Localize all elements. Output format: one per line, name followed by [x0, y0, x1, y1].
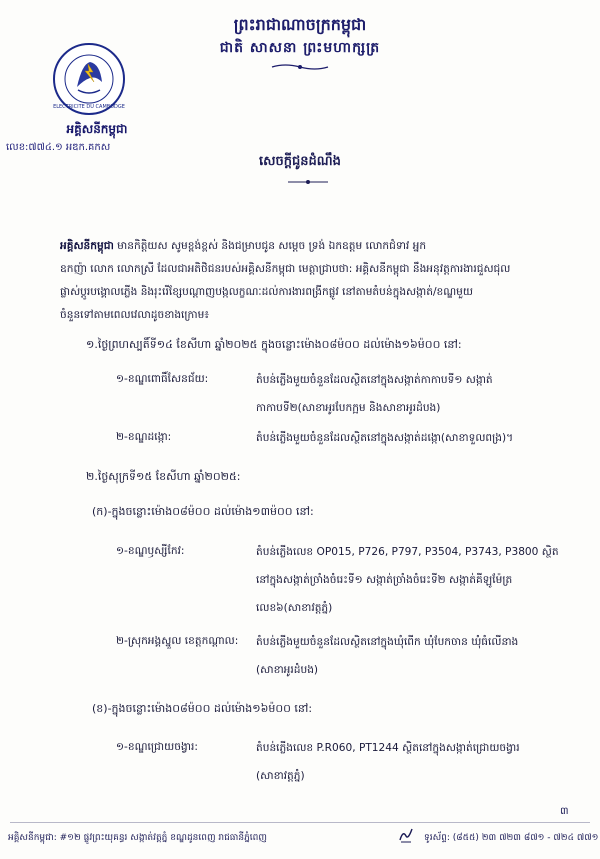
intro-line-1: [60, 235, 580, 257]
reference-number: លេខ:៧៧៤.១ អឌក.គកស: [6, 142, 111, 153]
section2-a-item2-line2: (សាខាអូរដំបង): [256, 664, 319, 676]
section1-date: ១.ថ្ងៃព្រហស្បតិ៍ទី១៤ ខែសីហា ឆ្នាំ២០២៥ ក្នុងចន្លោះម៉ោង០៨ម៉០០ ដល់ម៉ោង១៦ម៉០០ នៅ:: [86, 338, 462, 351]
section2-a-item1-line3: លេខ៦(សាខាវត្តភ្នំ): [256, 602, 333, 614]
org-name: អគ្គិសនីកម្ពុជា: [66, 122, 128, 136]
edc-logo: [52, 42, 126, 116]
page-mark: ៣: [560, 806, 569, 817]
signature-icon: [398, 826, 414, 844]
svg-text:ELECTRICITE DU CAMBODGE: ELECTRICITE DU CAMBODGE: [53, 104, 125, 110]
section2-b-item1-label: ១-ខណ្ឌជ្រោយចង្វារ:: [116, 741, 198, 753]
section1-item2-line1: តំបន់ភ្លើងមួយចំនួនដែលស្ថិតនៅក្នុងសង្កាត់ដង្កោ(សាខាទួលពង្រ)។: [256, 432, 514, 444]
footer-address: អគ្គិសនីកម្ពុជា: #១២ ផ្លូវព្រះយុគន្ធរ សង្កាត់វត្តភ្នំ ខណ្ឌដូនពេញ រាជធានីភ្នំពេញ: [8, 833, 267, 843]
section2-a-item1-line1: តំបន់ភ្លើងលេខ OP015, P726, P797, P3504, P3743, P3800 ស្ថិត: [256, 546, 559, 558]
footer-divider: [10, 822, 590, 823]
section2-sub-a: (ក)-ក្នុងចន្លោះម៉ោង០៨ម៉០០ ដល់ម៉ោង១៣ម៉០០ នៅ:: [92, 505, 314, 518]
section1-item2-label: ២-ខណ្ឌដង្កោ:: [116, 431, 172, 443]
section1-item1-line2: កាកាបទី២(សាខាអូរបែកក្អម និងសាខាអូរដំបង): [256, 402, 441, 414]
document-title: សេចក្តីជូនដំណឹង: [259, 154, 341, 169]
section2-b-item1-line1: តំបន់ភ្លើងលេខ P.R060, PT1244 ស្ថិតនៅក្នុងសង្កាត់ជ្រោយចង្វារ: [256, 742, 520, 754]
section2-a-item1-label: ១-ខណ្ឌឫស្សីកែវ:: [116, 545, 185, 557]
section2-b-item1-line2: (សាខាវត្តភ្នំ): [256, 770, 305, 782]
section2-sub-b: (ខ)-ក្នុងចន្លោះម៉ោង០៨ម៉០០ ដល់ម៉ោង១៦ម៉០០ នៅ:: [92, 702, 313, 715]
section2-a-item1-line2: នៅក្នុងសង្កាត់ច្រាំងចំរេះទី១ សង្កាត់ច្រាំងចំរេះទី២ សង្កាត់គីឡូម៉ែត្រ: [256, 574, 513, 586]
section2-a-item2-line1: តំបន់ភ្លើងមួយចំនួនដែលស្ថិតនៅក្នុងឃុំពើក ឃុំបែកចាន ឃុំធំលើនាង: [256, 636, 519, 648]
section2-a-item2-label: ២-ស្រុកអង្គស្នួល ខេត្តកណ្តាល:: [116, 635, 239, 647]
header-kingdom: ព្រះរាជាណាចក្រកម្ពុជា: [233, 15, 367, 34]
intro-line-3: ផ្លាស់ប្តូរបង្គោលភ្លើង និងរុះរើខ្សែបណ្តាញបង្កលក្ខណៈដល់ការងារពង្រីកផ្លូវ នៅតាមតំបន់ក្នុងសង្កាត់/ខណ្ឌមួយ: [60, 286, 473, 298]
footer-phone: ទូរស័ព្ទ: (៨៥៥) ២៣ ៧២៣ ៨៧១ - ៧២៤ ៧៧១: [424, 833, 599, 843]
intro-lead: អគ្គិសនីកម្ពុជា: [60, 240, 114, 252]
section1-item1-label: ១-ខណ្ឌពោធិ៍សែនជ័យ:: [116, 373, 209, 385]
title-ornament: [286, 178, 330, 186]
intro-line-1-text: មានកិត្តិយស សូមខ្ពង់ខ្ពស់ និងជម្រាបជូន សម្តេច ទ្រង់ ឯកឧត្តម លោកជំទាវ អ្នក: [113, 240, 427, 252]
header-ornament: [270, 62, 330, 72]
section1-item1-line1: តំបន់ភ្លើងមួយចំនួនដែលស្ថិតនៅក្នុងសង្កាត់កាកាបទី១ សង្កាត់: [256, 374, 493, 386]
header-motto: ជាតិ សាសនា ព្រះមហាក្សត្រ: [219, 40, 381, 56]
intro-line-2: ឧកញ៉ា លោក លោកស្រី ដែលជាអតិថិជនរបស់អគ្គិសនីកម្ពុជា មេត្តាជ្រាបថា: អគ្គិសនីកម្ពុជា នឹងអនុវត្តការងារជួសជុល: [60, 263, 511, 275]
intro-line-4: ចំនួនទៅតាមពេលវេលាដូចខាងក្រោម៖: [60, 309, 210, 321]
section2-date: ២.ថ្ងៃសុក្រទី១៥ ខែសីហា ឆ្នាំ២០២៥:: [86, 470, 241, 483]
